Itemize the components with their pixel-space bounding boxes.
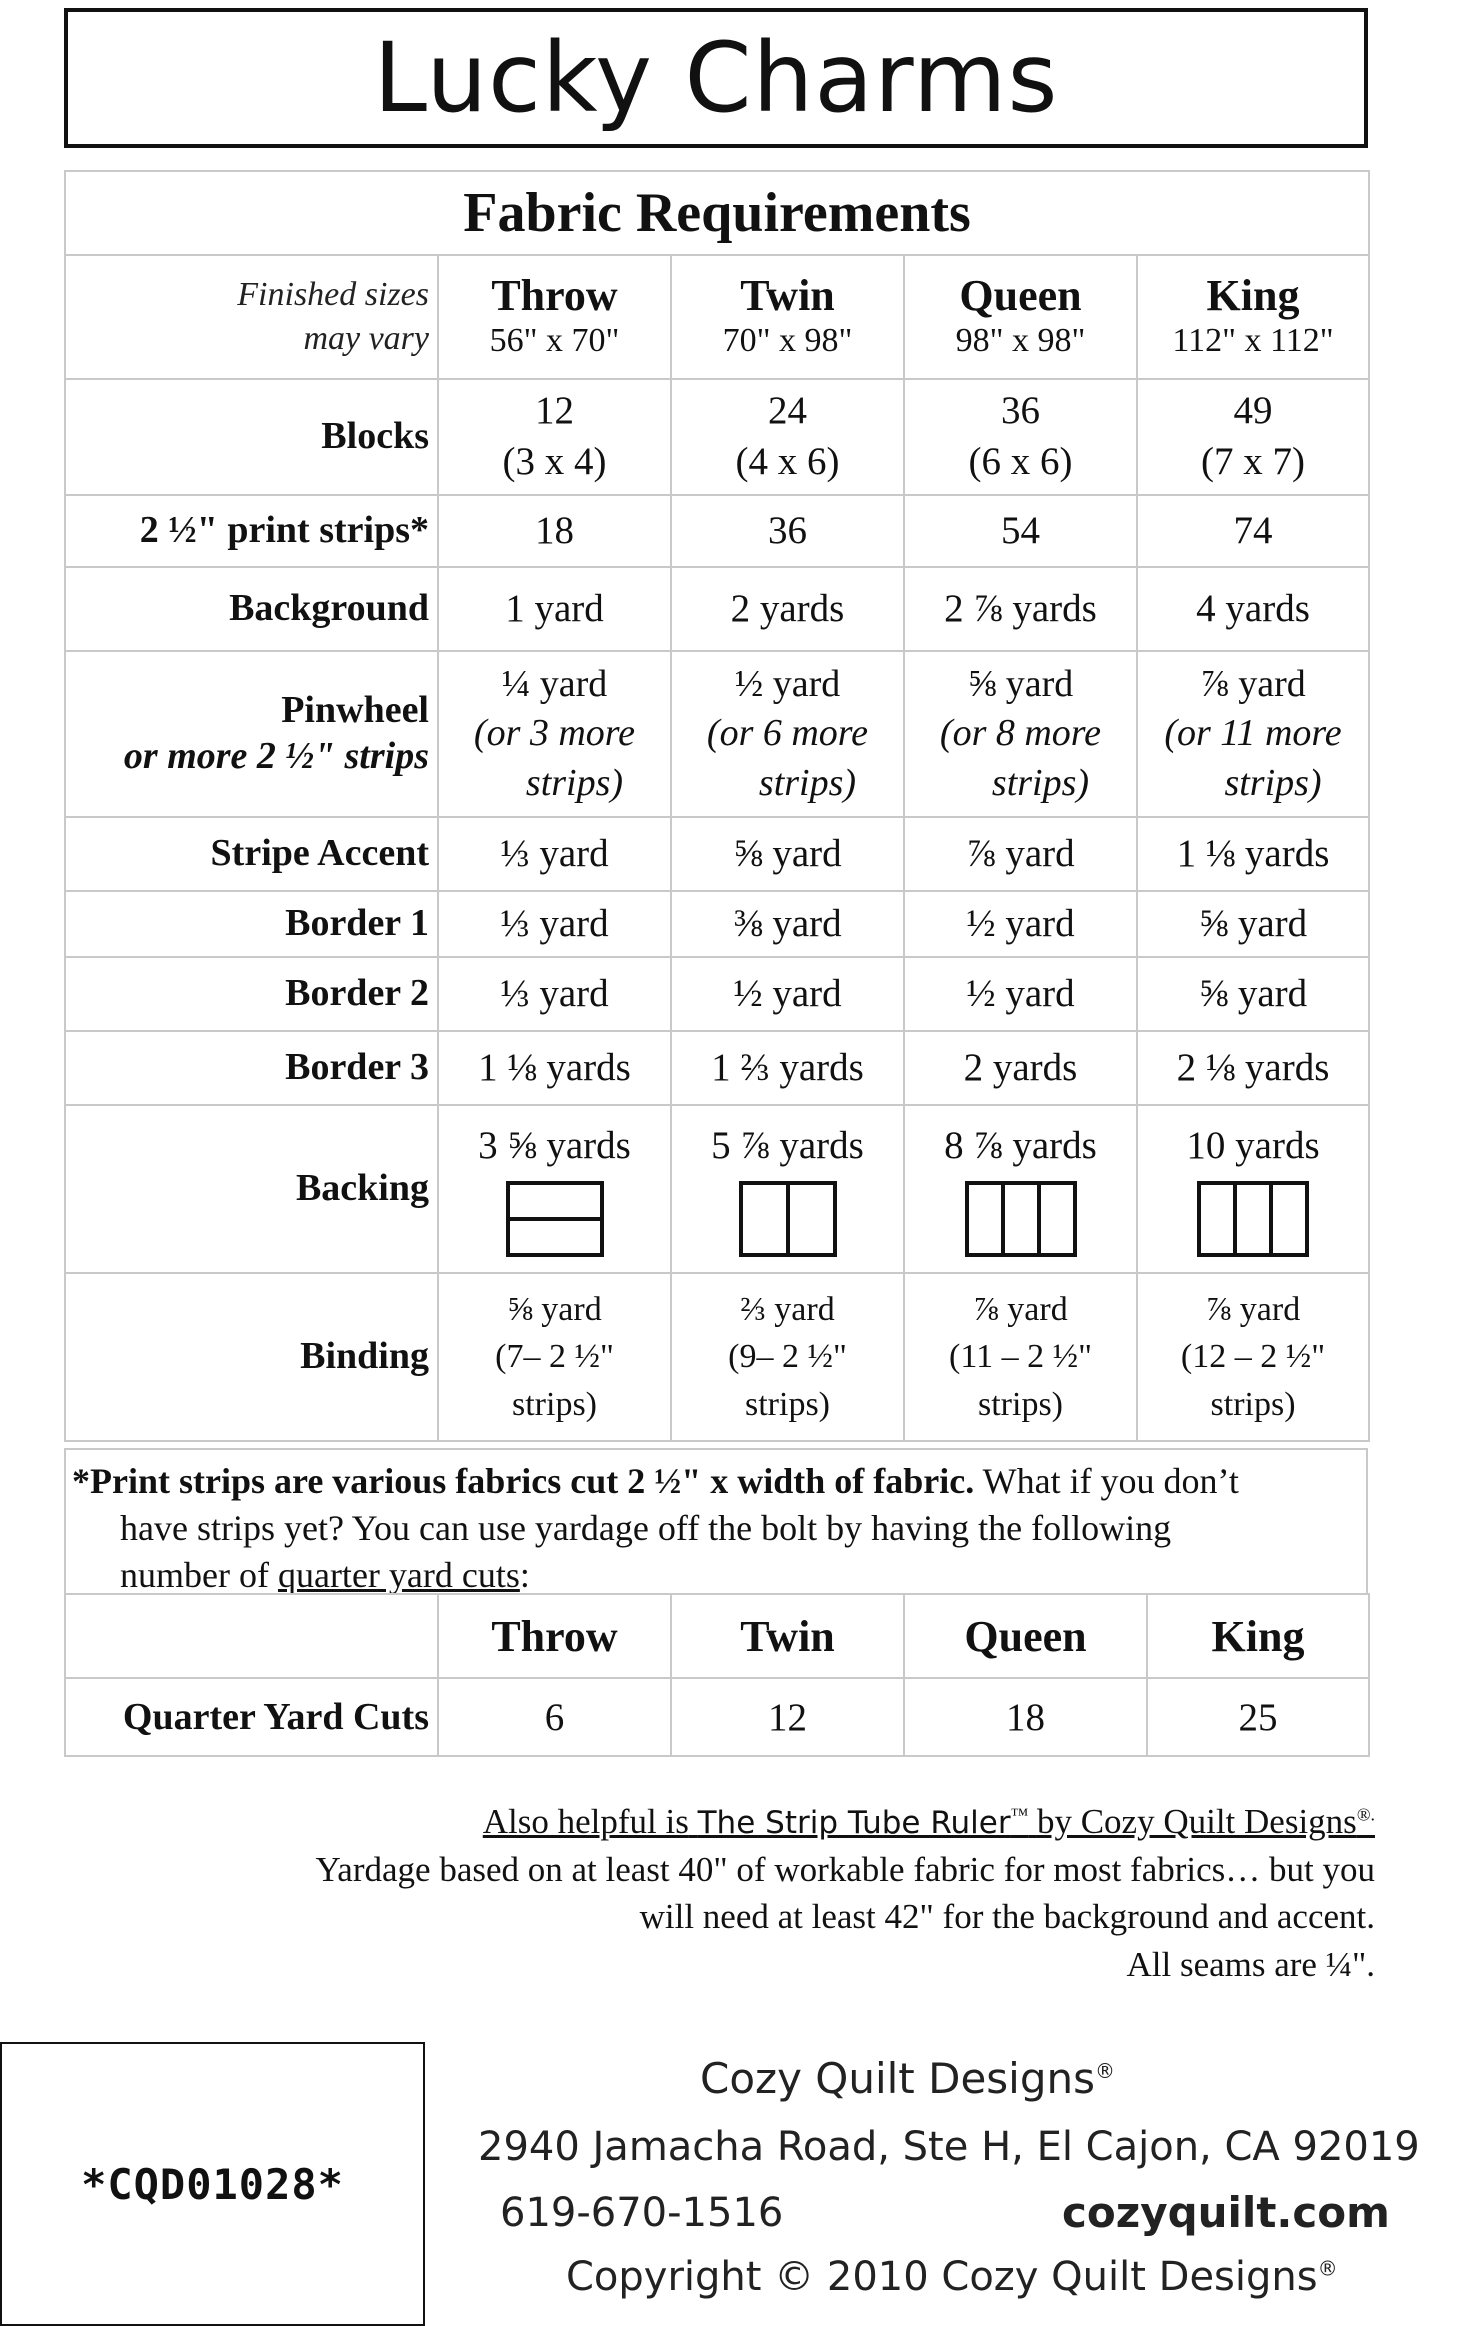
table-cell: 1 ⅛ yards (438, 1031, 671, 1105)
table-cell: 74 (1137, 495, 1369, 567)
note-bold: *Print strips are various fabrics cut 2 ½" x width of fabric. (72, 1461, 975, 1501)
table-cell: 2 ⅛ yards (1137, 1031, 1369, 1105)
row-label: Blocks (65, 379, 438, 495)
table-cell: ⅝ yard (1137, 957, 1369, 1031)
binding-row (65, 1273, 1369, 1441)
note-text: What if you don’t (982, 1461, 1239, 1501)
blocks-row (65, 379, 1369, 495)
table-cell: 6 (438, 1678, 671, 1756)
table-cell: 5 ⅞ yards (671, 1105, 904, 1273)
column-header: King (1147, 1594, 1369, 1678)
company-address: 2940 Jamacha Road, Ste H, El Cajon, CA 92019 (478, 2124, 1420, 2170)
column-header: Twin (671, 1594, 904, 1678)
table-cell: ½ yard (or 6 more strips) (671, 651, 904, 817)
yardage-note: will need at least 42" for the background and accent. (639, 1897, 1375, 1937)
backing-row (65, 1105, 1369, 1273)
table-cell: 2 ⅞ yards (904, 567, 1137, 651)
border1-row (65, 891, 1369, 957)
table-cell: 8 ⅞ yards (904, 1105, 1137, 1273)
sku-code: *CQD01028* (81, 2159, 344, 2209)
quarter-yard-cuts-table (64, 1593, 1370, 1757)
table-cell: ⅞ yard (11 – 2 ½" strips) (904, 1273, 1137, 1441)
company-phone: 619-670-1516 (500, 2190, 784, 2236)
pattern-title: Lucky Charms (373, 22, 1059, 134)
backing-diagram-icon (506, 1181, 604, 1257)
table-cell: ⅝ yard (671, 817, 904, 891)
note-text: have strips yet? You can use yardage off the bolt by having the following (120, 1507, 1172, 1548)
table-cell: 1 ⅔ yards (671, 1031, 904, 1105)
table-cell: 1 yard (438, 567, 671, 651)
row-label: Background (65, 567, 438, 651)
table-cell: 3 ⅝ yards (438, 1105, 671, 1273)
table-cell: 1 ⅛ yards (1137, 817, 1369, 891)
column-header: Queen (904, 1594, 1147, 1678)
blocks-king: 49 (7 x 7) (1137, 379, 1369, 495)
table-cell: ⅝ yard (or 8 more strips) (904, 651, 1137, 817)
company-name: Cozy Quilt Designs® (700, 2054, 1116, 2103)
table-cell: ⅜ yard (671, 891, 904, 957)
table-cell: ½ yard (904, 891, 1137, 957)
blocks-queen: 36 (6 x 6) (904, 379, 1137, 495)
table-cell: ⅝ yard (1137, 891, 1369, 957)
table-cell: 10 yards (1137, 1105, 1369, 1273)
table-cell: ⅞ yard (904, 817, 1137, 891)
company-website[interactable]: cozyquilt.com (1062, 2188, 1390, 2237)
table-cell: 2 yards (904, 1031, 1137, 1105)
print-strips-row (65, 495, 1369, 567)
table-cell: 18 (438, 495, 671, 567)
column-header: Throw (438, 1594, 671, 1678)
row-label: Stripe Accent (65, 817, 438, 891)
background-row (65, 567, 1369, 651)
blocks-twin: 24 (4 x 6) (671, 379, 904, 495)
table-cell: ⅞ yard (or 11 more strips) (1137, 651, 1369, 817)
sku-box (0, 2042, 425, 2326)
row-label: 2 ½" print strips* (65, 495, 438, 567)
row-label: Border 2 (65, 957, 438, 1031)
table-cell: 12 (671, 1678, 904, 1756)
border2-row (65, 957, 1369, 1031)
border3-row (65, 1031, 1369, 1105)
seams-note: All seams are ¼". (1126, 1944, 1375, 1984)
row-label: Quarter Yard Cuts (65, 1678, 438, 1756)
table-cell: 25 (1147, 1678, 1369, 1756)
table-cell: 4 yards (1137, 567, 1369, 651)
size-throw: Throw 56" x 70" (438, 255, 671, 379)
table-cell: ⅝ yard (7– 2 ½" strips) (438, 1273, 671, 1441)
stripe-accent-row (65, 817, 1369, 891)
table-cell: ⅓ yard (438, 891, 671, 957)
table-cell: 36 (671, 495, 904, 567)
size-queen: Queen 98" x 98" (904, 255, 1137, 379)
row-label: Binding (65, 1273, 438, 1441)
fabric-requirements-table (64, 170, 1370, 1442)
table-cell: 18 (904, 1678, 1147, 1756)
row-label: Border 1 (65, 891, 438, 957)
pattern-notes (316, 1798, 1375, 1988)
backing-diagram-icon (1197, 1181, 1309, 1257)
fabric-requirements-heading: Fabric Requirements (65, 171, 1369, 255)
size-king: King 112" x 112" (1137, 255, 1369, 379)
table-cell: ⅓ yard (438, 817, 671, 891)
copyright: Copyright © 2010 Cozy Quilt Designs® (566, 2254, 1338, 2300)
table-cell: ½ yard (904, 957, 1137, 1031)
blocks-throw: 12 (3 x 4) (438, 379, 671, 495)
yardage-note: Yardage based on at least 40" of workable fabric for most fabrics… but you (315, 1849, 1375, 1889)
table-cell: 54 (904, 495, 1137, 567)
pinwheel-row (65, 651, 1369, 817)
print-strips-note (64, 1448, 1368, 1593)
backing-diagram-icon (739, 1181, 837, 1257)
table-cell: ¼ yard (or 3 more strips) (438, 651, 671, 817)
title-box (64, 8, 1368, 148)
ruler-note: Also helpful is The Strip Tube Ruler™ by Cozy Quilt Designs®. (482, 1802, 1375, 1841)
table-cell: ½ yard (671, 957, 904, 1031)
table-cell: ⅔ yard (9– 2 ½" strips) (671, 1273, 904, 1441)
row-label: Pinwheel or more 2 ½" strips (65, 651, 438, 817)
row-label: Backing (65, 1105, 438, 1273)
table-cell: 2 yards (671, 567, 904, 651)
note-text: number of quarter yard cuts: (120, 1554, 530, 1595)
table-cell (65, 1594, 438, 1678)
table-cell: ⅞ yard (12 – 2 ½" strips) (1137, 1273, 1369, 1441)
finished-sizes-note: Finished sizes may vary (65, 255, 438, 379)
row-label: Border 3 (65, 1031, 438, 1105)
table-cell: ⅓ yard (438, 957, 671, 1031)
size-twin: Twin 70" x 98" (671, 255, 904, 379)
backing-diagram-icon (965, 1181, 1077, 1257)
